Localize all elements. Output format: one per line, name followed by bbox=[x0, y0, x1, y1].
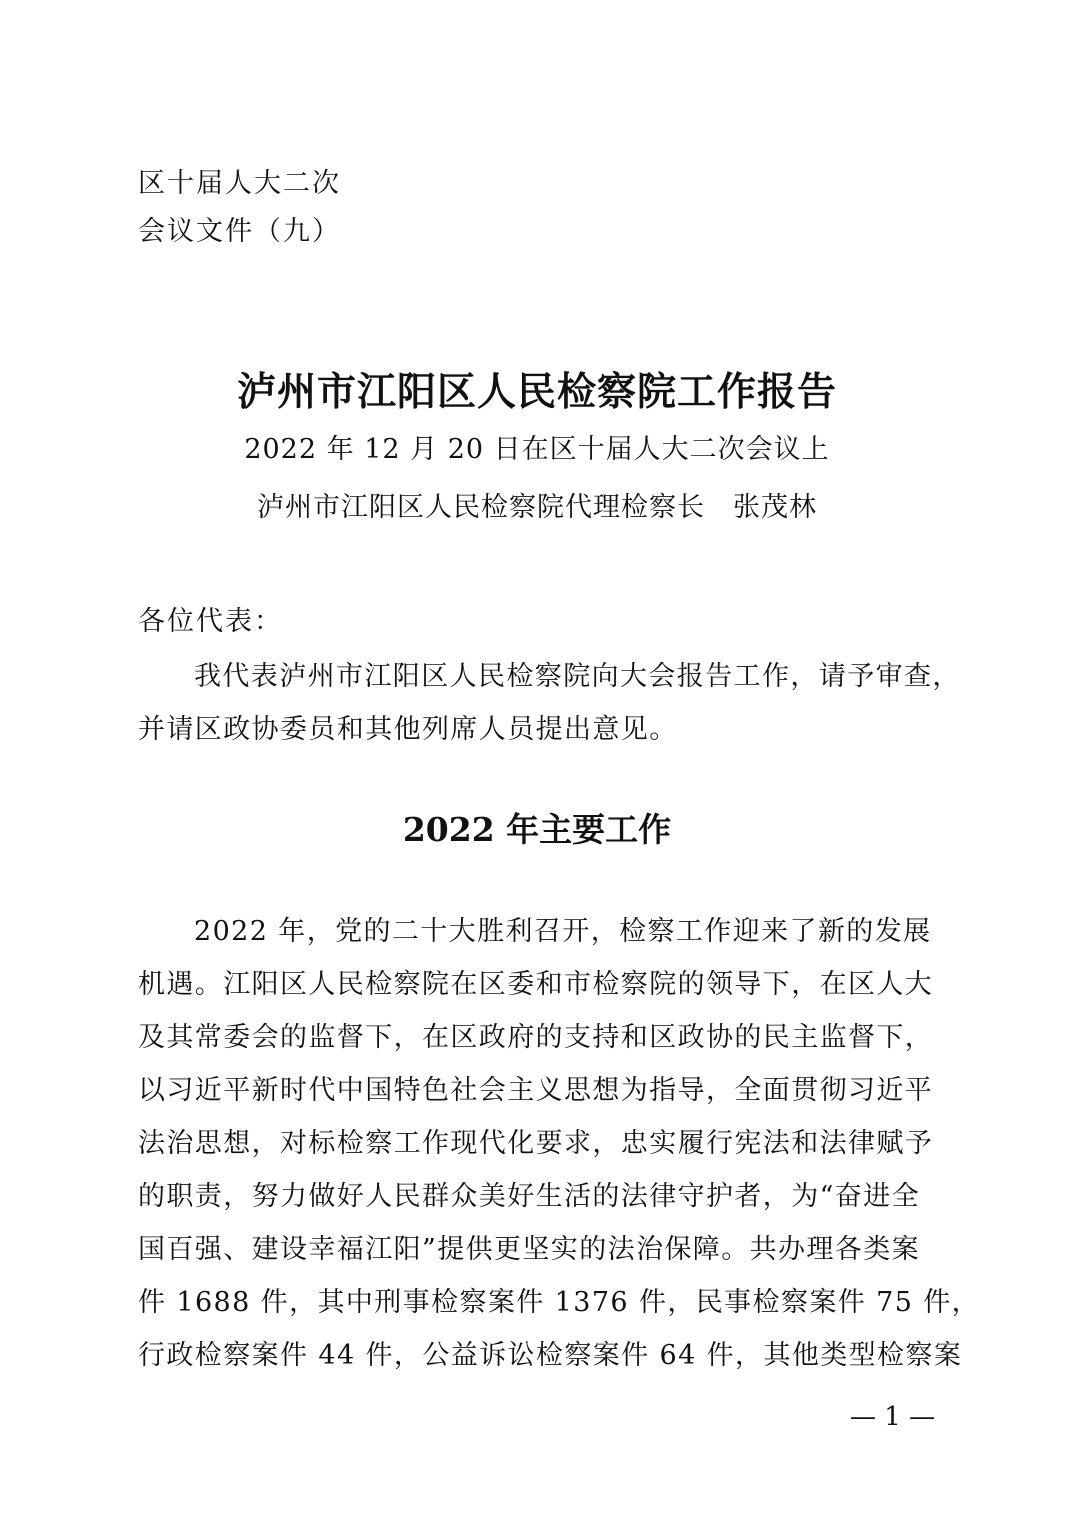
body-line: 国百强、建设幸福江阳”提供更坚实的法治保障。共办理各类案 bbox=[138, 1234, 921, 1265]
speaker-line: 泸州市江阳区人民检察院代理检察长 张茂林 bbox=[257, 492, 817, 523]
body-line: 及其常委会的监督下，在区政府的支持和区政协的民主监督下， bbox=[138, 1022, 934, 1053]
date-line: 2022 年 12 月 20 日在区十届人大二次会议上 bbox=[244, 434, 830, 465]
body-line: 行政检察案件 44 件，公益诉讼检察案件 64 件，其他类型检察案 bbox=[138, 1340, 963, 1371]
body-line: 以习近平新时代中国特色社会主义思想为指导，全面贯彻习近平 bbox=[138, 1075, 934, 1106]
body-line: 2022 年，党的二十大胜利召开，检察工作迎来了新的发展 bbox=[194, 916, 932, 947]
intro-line: 我代表泸州市江阳区人民检察院向大会报告工作，请予审查， bbox=[194, 661, 961, 692]
salutation: 各位代表： bbox=[138, 606, 283, 637]
body-line: 的职责，努力做好人民群众美好生活的法律守护者，为“奋进全 bbox=[138, 1181, 921, 1212]
page-number: — 1 — bbox=[850, 1402, 936, 1432]
meeting-label-line-2: 会议文件（九） bbox=[138, 216, 341, 247]
intro-paragraph bbox=[138, 650, 961, 756]
body-paragraph bbox=[138, 905, 981, 1382]
intro-line: 并请区政协委员和其他列席人员提出意见。 bbox=[138, 714, 678, 745]
body-line: 件 1688 件，其中刑事检察案件 1376 件，民事检察案件 75 件， bbox=[138, 1287, 981, 1318]
meeting-label-line-1: 区十届人大二次 bbox=[138, 168, 341, 199]
body-line: 法治思想，对标检察工作现代化要求，忠实履行宪法和法律赋予 bbox=[138, 1128, 934, 1159]
section-title: 2022 年主要工作 bbox=[402, 810, 672, 849]
body-line: 机遇。江阳区人民检察院在区委和市检察院的领导下，在区人大 bbox=[138, 969, 934, 1000]
report-title: 泸州市江阳区人民检察院工作报告 bbox=[236, 369, 837, 415]
